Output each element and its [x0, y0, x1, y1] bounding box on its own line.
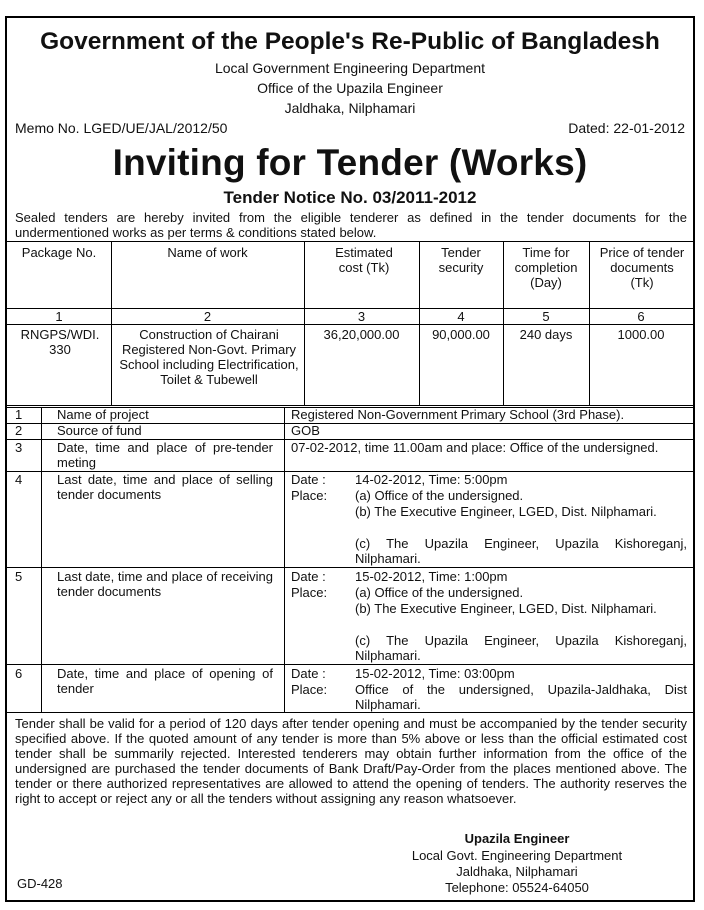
intro-text: Sealed tenders are hereby invited from the eligible tenderer as defined in the tender documents for the undermentioned works as per terms & conditions stated below. — [15, 210, 687, 240]
detail-label: Date, time and place of pre-tender meting — [57, 440, 273, 470]
place-item: (c) The Upazila Engineer, Upazila Kishoreganj, Nilphamari. — [355, 536, 687, 566]
detail-label: Last date, time and place of selling tender documents — [57, 472, 273, 502]
detail-number: 3 — [15, 440, 23, 455]
column-number: 1 — [55, 309, 63, 324]
date-label: Date : — [291, 472, 326, 487]
memo-number: Memo No. LGED/UE/JAL/2012/50 — [15, 120, 228, 136]
detail-label: Last date, time and place of receiving tender documents — [57, 569, 273, 599]
column-number: 2 — [203, 309, 212, 324]
detail-value: GOB — [291, 423, 320, 438]
detail-date: 15-02-2012, Time: 03:00pm — [355, 666, 515, 681]
column-header-price: Price of tender documents (Tk) — [599, 245, 685, 290]
document-price: 1000.00 — [617, 327, 665, 342]
tender-notice — [5, 16, 695, 902]
place-item: (a) Office of the undersigned. — [355, 488, 524, 503]
place-item: Office of the undersigned, Upazila-Jaldhaka, Dist Nilphamari. — [355, 682, 687, 712]
date-label: Date : — [291, 569, 326, 584]
notice-number: Tender Notice No. 03/2011-2012 — [223, 188, 477, 207]
detail-label: Source of fund — [57, 423, 142, 438]
date-label: Date : — [291, 666, 326, 681]
column-number: 3 — [357, 309, 366, 324]
column-header-time: Time for completion (Day) — [514, 245, 578, 290]
signatory-department: Local Govt. Engineering Department — [411, 848, 623, 863]
signatory-location: Jaldhaka, Nilphamari — [456, 864, 578, 879]
detail-label: Date, time and place of opening of tender — [57, 666, 273, 696]
column-header-name: Name of work — [167, 245, 248, 260]
detail-date: 14-02-2012, Time: 5:00pm — [355, 472, 508, 487]
signatory-telephone: Telephone: 05524-64050 — [445, 880, 589, 895]
detail-number: 5 — [15, 569, 23, 584]
dated: Dated: 22-01-2012 — [568, 120, 685, 136]
place-label: Place: — [291, 682, 328, 697]
place-label: Place: — [291, 585, 328, 600]
column-header-cost: Estimated cost (Tk) — [335, 245, 393, 275]
office-line: Office of the Upazila Engineer — [257, 80, 443, 96]
detail-number: 1 — [15, 407, 23, 422]
government-heading: Government of the People's Re-Public of Bangladesh — [40, 28, 660, 55]
detail-value: 07-02-2012, time 11.00am and place: Office of the undersigned. — [291, 440, 659, 455]
tender-security: 90,000.00 — [432, 327, 490, 342]
package-number: RNGPS/WDI. 330 — [20, 327, 100, 357]
detail-label: Name of project — [57, 407, 149, 422]
place-label: Place: — [291, 488, 328, 503]
table-number-row-bottom — [7, 324, 693, 325]
place-item: (c) The Upazila Engineer, Upazila Kishoreganj, Nilphamari. — [355, 633, 687, 663]
column-number: 5 — [542, 309, 550, 324]
column-number: 4 — [457, 309, 465, 324]
location-line: Jaldhaka, Nilphamari — [284, 100, 416, 116]
column-header-package: Package No. — [21, 245, 97, 260]
detail-number: 4 — [15, 472, 23, 487]
department-line: Local Government Engineering Department — [214, 60, 486, 76]
gd-code: GD-428 — [17, 876, 63, 891]
column-number: 6 — [637, 309, 645, 324]
signatory-title: Upazila Engineer — [464, 831, 570, 846]
completion-time: 240 days — [519, 327, 573, 342]
detail-date: 15-02-2012, Time: 1:00pm — [355, 569, 508, 584]
notice-title: Inviting for Tender (Works) — [112, 142, 588, 183]
detail-number: 2 — [15, 423, 23, 438]
estimated-cost: 36,20,000.00 — [323, 327, 400, 342]
work-name: Construction of Chairani Registered Non-Govt. Primary School including Electrification, Toilet & Tubewell — [119, 327, 299, 387]
detail-number: 6 — [15, 666, 23, 681]
place-item: (b) The Executive Engineer, LGED, Dist. Nilphamari. — [355, 601, 657, 616]
table-border-bottom — [7, 405, 693, 406]
place-item: (a) Office of the undersigned. — [355, 585, 524, 600]
detail-value: Registered Non-Government Primary School (3rd Phase). — [291, 407, 625, 422]
terms-paragraph: Tender shall be valid for a period of 120 days after tender opening and must be accompanied by the tender security specified above. If the quoted amount of any tender is more than 5% above or less than the official estimated cost tender shall be summarily rejected. Interested tenderers may obtain further information from the office of the undersigned are purchased the tender documents of Bank Draft/Pay-Order from the places mentioned above. The tender or there authorized representatives are allowed to attend the opening of tenders. The authority reserves the right to accept or reject any or all the tenders without assigning any reason whatsoever. — [15, 716, 687, 806]
column-header-security: Tender security — [438, 245, 484, 275]
place-item: (b) The Executive Engineer, LGED, Dist. Nilphamari. — [355, 504, 657, 519]
table-border-top — [7, 241, 693, 242]
